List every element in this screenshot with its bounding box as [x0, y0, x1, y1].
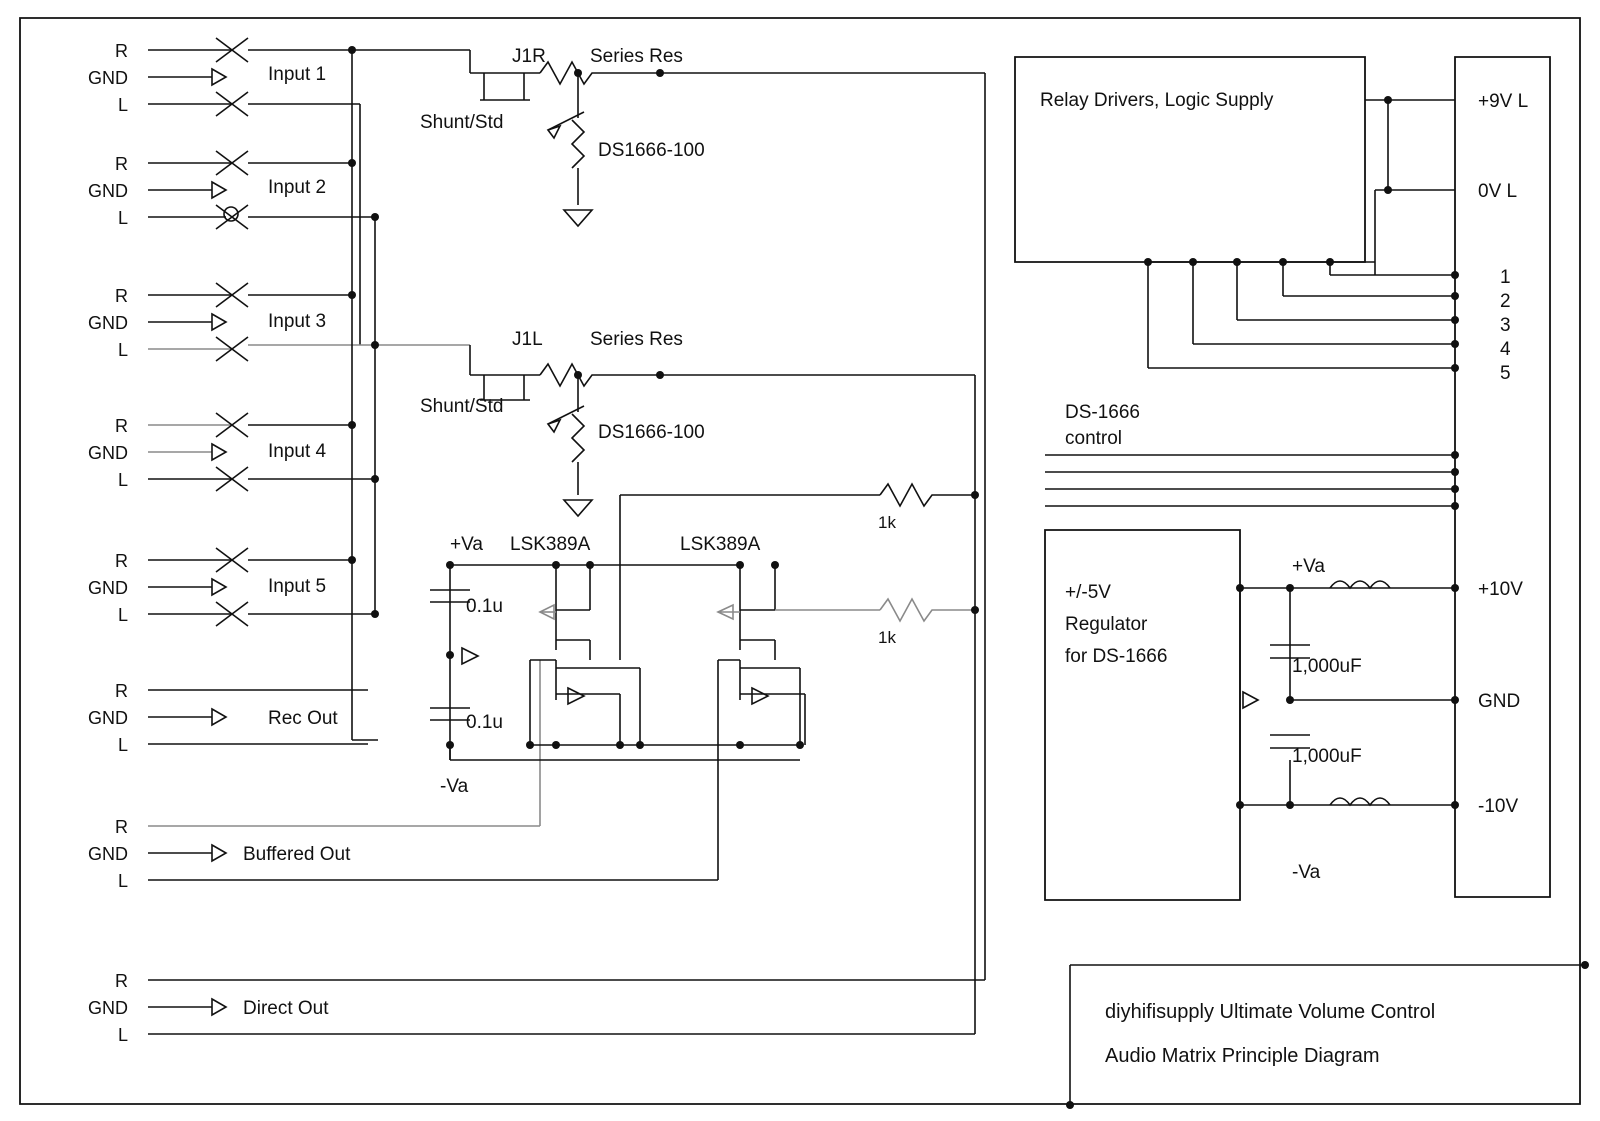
j1l-label: J1L	[512, 329, 543, 350]
connector-label-4: 3	[1500, 315, 1511, 336]
input-3-pin-r: R	[115, 286, 128, 306]
connector-label-1: 0V L	[1478, 181, 1518, 202]
input-4-pin-gnd: GND	[88, 443, 128, 463]
input-group-5	[148, 548, 379, 626]
series-res-right-label: Series Res	[590, 46, 683, 67]
input-1-pin-l: L	[117, 95, 128, 115]
psu-cap-top-label: 1,000uF	[1292, 656, 1362, 677]
direct-out-label: Direct Out	[243, 998, 329, 1019]
input-2-pin-r: R	[115, 154, 128, 174]
input-1-pin-r: R	[115, 41, 128, 61]
input-2-label: Input 2	[268, 177, 327, 198]
res-1k-top-label: 1k	[878, 513, 896, 532]
ds1666-control-line2: control	[1065, 428, 1123, 449]
rec-out-pin-gnd: GND	[88, 708, 128, 728]
ds1666-right-label: DS1666-100	[598, 140, 705, 161]
connector-label-7: +10V	[1478, 579, 1523, 600]
va-plus-label: +Va	[450, 534, 483, 555]
psu-rail-plus-label: +Va	[1292, 556, 1325, 577]
input-5-pin-gnd: GND	[88, 578, 128, 598]
direct-out-pin-gnd: GND	[88, 998, 128, 1018]
connector-label-6: 5	[1500, 363, 1511, 384]
shunt-std-right-label: Shunt/Std	[420, 112, 504, 133]
regulator-line1: +/-5V	[1065, 582, 1111, 603]
input-group-4	[148, 413, 379, 491]
direct-out-pin-r: R	[115, 971, 128, 991]
regulator-line2: Regulator	[1065, 614, 1148, 635]
input-3-pin-gnd: GND	[88, 313, 128, 333]
output-group-buffered	[148, 660, 718, 880]
input-2-pin-l: L	[117, 208, 128, 228]
connector-label-9: -10V	[1478, 796, 1519, 817]
buffered-out-pin-l: L	[117, 871, 128, 891]
psu-section	[1236, 581, 1459, 809]
cap-bottom-label: 0.1u	[466, 712, 503, 733]
ds1666-left-label: DS1666-100	[598, 422, 705, 443]
connector-label-3: 2	[1500, 291, 1511, 312]
regulator-line3: for DS-1666	[1065, 646, 1168, 667]
input-2-pin-gnd: GND	[88, 181, 128, 201]
relay-driver-label: Relay Drivers, Logic Supply	[1040, 90, 1274, 111]
direct-out-pin-l: L	[117, 1025, 128, 1045]
input-4-pin-l: L	[117, 470, 128, 490]
jfet-left-label: LSK389A	[510, 534, 591, 555]
input-5-pin-r: R	[115, 551, 128, 571]
connector-label-2: 1	[1500, 267, 1511, 288]
rec-out-pin-l: L	[117, 735, 128, 755]
buffered-out-pin-gnd: GND	[88, 844, 128, 864]
psu-cap-bottom-label: 1,000uF	[1292, 746, 1362, 767]
connector-label-5: 4	[1500, 339, 1511, 360]
ds1666-control-line1: DS-1666	[1065, 402, 1140, 423]
res-1k-bottom-label: 1k	[878, 628, 896, 647]
input-1-label: Input 1	[268, 64, 327, 85]
input-3-pin-l: L	[117, 340, 128, 360]
jfet-right-label: LSK389A	[680, 534, 761, 555]
input-5-label: Input 5	[268, 576, 327, 597]
psu-rail-minus-label: -Va	[1292, 862, 1321, 883]
input-3-label: Input 3	[268, 311, 327, 332]
rec-out-label: Rec Out	[268, 708, 338, 729]
title-line-2: Audio Matrix Principle Diagram	[1105, 1045, 1380, 1067]
input-4-label: Input 4	[268, 441, 327, 462]
buffered-out-label: Buffered Out	[243, 844, 351, 865]
buffer-stage	[430, 484, 979, 760]
buffered-out-pin-r: R	[115, 817, 128, 837]
attenuator-right	[470, 50, 985, 226]
input-5-pin-l: L	[117, 605, 128, 625]
connector-label-0: +9V L	[1478, 91, 1529, 112]
attenuator-left	[470, 345, 975, 516]
input-4-pin-r: R	[115, 416, 128, 436]
series-res-left-label: Series Res	[590, 329, 683, 350]
rec-out-pin-r: R	[115, 681, 128, 701]
shunt-std-left-label: Shunt/Std	[420, 396, 504, 417]
input-group-2	[148, 151, 379, 229]
input-1-pin-gnd: GND	[88, 68, 128, 88]
va-minus-label: -Va	[440, 776, 469, 797]
connector-label-8: GND	[1478, 691, 1521, 712]
j1r-label: J1R	[512, 46, 546, 67]
title-line-1: diyhifisupply Ultimate Volume Control	[1105, 1001, 1436, 1023]
relay-driver-block	[1015, 57, 1365, 262]
cap-top-label: 0.1u	[466, 596, 503, 617]
